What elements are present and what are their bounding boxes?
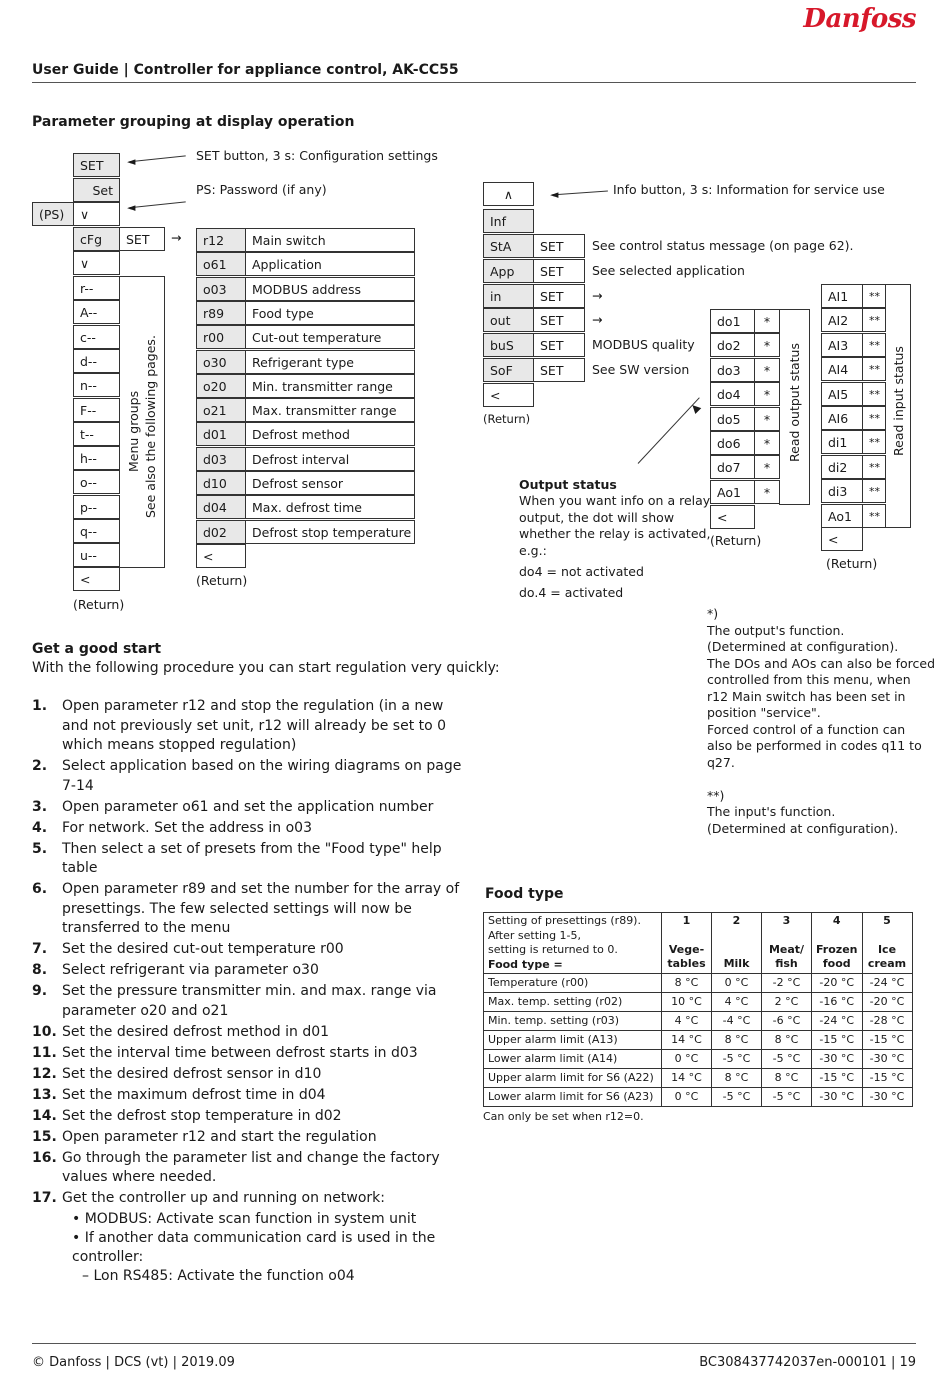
step-number: 13. — [32, 1086, 57, 1103]
step-text: Open parameter o61 and set the application number — [62, 798, 434, 815]
food-type-number: 1 — [682, 914, 691, 927]
step-number: 2. — [32, 758, 48, 774]
input-mark: ** — [862, 504, 886, 528]
food-row-value: -30 °C — [812, 1050, 863, 1069]
footnote-line: position "service". — [707, 705, 821, 720]
cfg-code: o30 — [196, 350, 246, 374]
food-type-column-header — [712, 913, 762, 974]
ps-note-pointer — [132, 201, 186, 208]
footnote-line: *) — [707, 606, 719, 621]
info-up-box: ∧ — [483, 182, 534, 206]
info-code: SoF — [483, 358, 534, 382]
step-text: Set the desired cut-out temperature r00 — [62, 941, 344, 957]
cfg-code: d04 — [196, 495, 246, 519]
cfg-code: o21 — [196, 398, 246, 422]
header-line: After setting 1-5, — [488, 928, 582, 942]
footnote-line: (Determined at configuration). — [707, 820, 899, 836]
step-number: 16. — [32, 1149, 57, 1166]
food-row-label: Temperature (r00) — [484, 974, 662, 993]
read-output-status-label: Read output status — [787, 343, 802, 462]
menu-groups-label: Menu groups — [126, 390, 141, 472]
footnote-line: controlled from this menu, when — [707, 672, 911, 687]
cfg-code: r00 — [196, 325, 246, 349]
cfg-code: d10 — [196, 471, 246, 495]
input-item: di3 — [821, 479, 863, 503]
step-text: Select application based on the wiring diagrams on page 7-14 — [62, 758, 462, 794]
cfg-code: o03 — [196, 277, 246, 301]
input-item: AI3 — [821, 333, 863, 357]
step-number: 17. — [32, 1190, 57, 1206]
procedure-step — [32, 940, 472, 960]
arrow-right-icon: → — [171, 230, 182, 245]
output-mark: * — [754, 309, 780, 333]
header-line: setting is returned to 0. — [488, 943, 618, 956]
footnote-line: The output's function. — [707, 622, 845, 638]
food-type-name-1: Meat/ — [768, 942, 805, 956]
output-item: do5 — [710, 407, 755, 431]
output-status-example-1: do4 = not activated — [519, 564, 644, 579]
cfg-code: r12 — [196, 228, 246, 252]
food-table-row — [484, 1088, 913, 1107]
menu-cfg-set-box: SET — [119, 227, 165, 251]
output-mark: * — [754, 333, 780, 357]
food-row-label: Upper alarm limit for S6 (A22) — [484, 1069, 662, 1088]
food-type-title: Food type — [485, 886, 564, 902]
procedure-substeps — [32, 1210, 472, 1286]
cfg-return-label: (Return) — [196, 573, 248, 588]
menu-groups-see-also: See also the following pages. — [143, 335, 158, 518]
input-mark: ** — [862, 382, 886, 406]
arrow-left-icon: ◄ — [550, 188, 559, 201]
food-row-value: -30 °C — [862, 1050, 912, 1069]
step-number: 8. — [32, 962, 48, 978]
step-number: 14. — [32, 1107, 57, 1124]
procedure-step — [32, 1065, 472, 1085]
info-desc: See SW version — [592, 362, 690, 377]
output-return-label: (Return) — [710, 533, 762, 548]
food-row-label: Upper alarm limit (A13) — [484, 1031, 662, 1050]
food-type-name-2: tables — [667, 957, 706, 970]
food-table-row — [484, 1031, 913, 1050]
cfg-label: Food type — [245, 301, 415, 325]
food-row-value: -15 °C — [812, 1031, 863, 1050]
info-inf-box: Inf — [483, 209, 534, 233]
food-type-column-header — [662, 913, 712, 974]
input-mark: ** — [862, 455, 886, 479]
menu-group-item: h-- — [73, 446, 120, 470]
food-row-value: 0 °C — [662, 1050, 712, 1069]
step-number: 4. — [32, 819, 48, 836]
footnote-line: The input's function. — [707, 804, 836, 819]
food-row-value: -5 °C — [712, 1050, 762, 1069]
food-row-value: -24 °C — [812, 1012, 863, 1031]
food-row-value: 4 °C — [662, 1012, 712, 1031]
food-row-value: -30 °C — [812, 1088, 863, 1107]
step-number: 15. — [32, 1128, 57, 1145]
output-back-box: < — [710, 505, 755, 529]
arrow-left-icon: ◄ — [127, 201, 136, 214]
food-table-row — [484, 993, 913, 1012]
food-row-value: 14 °C — [662, 1069, 712, 1088]
footnote-line: (Determined at configuration). — [707, 639, 899, 654]
info-set: SET — [533, 234, 585, 258]
menu-group-item: r-- — [73, 276, 120, 300]
procedure-step — [32, 840, 472, 879]
cfg-code: d01 — [196, 422, 246, 446]
document-title: User Guide | Controller for appliance control, AK-CC55 — [32, 62, 459, 78]
food-row-label: Max. temp. setting (r02) — [484, 993, 662, 1012]
set-note-pointer — [132, 155, 186, 162]
food-row-value: 0 °C — [662, 1088, 712, 1107]
header-bold-line: Food type = — [488, 957, 563, 971]
output-status-line: output, the dot will show — [519, 509, 675, 525]
info-set: SET — [533, 284, 585, 308]
cfg-label: Defrost method — [245, 422, 415, 446]
cfg-code: r89 — [196, 301, 246, 325]
food-table-header-row — [484, 913, 913, 974]
food-row-value: -6 °C — [762, 1012, 812, 1031]
footnote-line: Forced control of a function can — [707, 721, 906, 737]
food-row-value: 8 °C — [762, 1069, 812, 1088]
food-table-row — [484, 1050, 913, 1069]
food-type-name-2: fish — [775, 957, 798, 970]
step-number: 7. — [32, 941, 48, 957]
info-code: App — [483, 259, 534, 283]
output-mark: * — [754, 431, 780, 455]
output-item: do6 — [710, 431, 755, 455]
food-row-value: -15 °C — [862, 1031, 912, 1050]
menu-group-item: u-- — [73, 543, 120, 567]
food-table-row — [484, 1012, 913, 1031]
step-number: 6. — [32, 881, 48, 897]
procedure-step — [32, 798, 472, 818]
output-status-line: When you want info on a relay — [519, 493, 711, 508]
footnote-line: r12 Main switch has been set in — [707, 688, 906, 704]
input-item: AI4 — [821, 357, 863, 381]
info-code: out — [483, 308, 534, 332]
menu-return-label: (Return) — [73, 597, 125, 612]
cfg-label: Cut-out temperature — [245, 325, 415, 349]
menu-down-box-2: ∨ — [73, 251, 120, 275]
read-input-status-label: Read input status — [891, 346, 906, 456]
cfg-label: Main switch — [245, 228, 415, 252]
output-item: do1 — [710, 309, 755, 333]
footnote-line: q27. — [707, 754, 735, 770]
menu-group-item: t-- — [73, 422, 120, 446]
menu-group-item: c-- — [73, 325, 120, 349]
info-code: in — [483, 284, 534, 308]
cfg-label: Defrost interval — [245, 447, 415, 471]
food-type-name-1: Vege- — [668, 942, 705, 956]
input-mark: ** — [862, 430, 886, 454]
step-number: 3. — [32, 798, 48, 815]
food-row-value: 10 °C — [662, 993, 712, 1012]
info-desc: MODBUS quality — [592, 337, 695, 353]
food-type-number: 5 — [883, 914, 891, 927]
info-set: SET — [533, 308, 585, 332]
arrow-up-right-icon: ▲ — [687, 400, 703, 416]
section-title: Parameter grouping at display operation — [32, 114, 355, 130]
procedure-step — [32, 1086, 472, 1106]
cfg-code: o20 — [196, 374, 246, 398]
footer-rule — [32, 1343, 916, 1344]
substep-item: • If another data communication card is used in the controller: — [72, 1230, 436, 1265]
procedure-steps — [32, 697, 472, 1286]
step-number: 10. — [32, 1023, 57, 1040]
food-table-row — [484, 974, 913, 993]
input-mark: ** — [862, 479, 886, 503]
input-mark: ** — [862, 357, 886, 381]
step-text: Set the desired defrost sensor in d10 — [62, 1065, 322, 1082]
menu-down-box: ∨ — [73, 202, 120, 226]
procedure-step — [32, 880, 472, 939]
menu-ps-box: (PS) — [32, 202, 74, 226]
step-text: For network. Set the address in o03 — [62, 819, 312, 836]
step-number: 9. — [32, 983, 48, 999]
header-line: Setting of presettings (r89). — [488, 914, 641, 927]
step-number: 11. — [32, 1044, 57, 1061]
food-type-column-header — [812, 913, 863, 974]
food-type-note: Can only be set when r12=0. — [483, 1110, 644, 1123]
step-number: 12. — [32, 1065, 57, 1082]
info-set: SET — [533, 259, 585, 283]
menu-group-item: A-- — [73, 300, 120, 324]
procedure-step — [32, 961, 472, 981]
food-row-value: 8 °C — [662, 974, 712, 993]
step-text: Open parameter r12 and start the regulation — [62, 1128, 377, 1145]
input-item: AI1 — [821, 284, 863, 308]
info-set: SET — [533, 333, 585, 357]
menu-set-lower-box: Set — [73, 178, 120, 202]
food-type-table — [483, 912, 913, 1107]
cfg-label: Application — [245, 252, 415, 276]
output-item: do2 — [710, 333, 755, 357]
info-return-label: (Return) — [483, 412, 531, 426]
cfg-code: o61 — [196, 252, 246, 276]
procedure-step — [32, 1128, 472, 1148]
step-text: Set the maximum defrost time in d04 — [62, 1086, 326, 1103]
cfg-label: Defrost sensor — [245, 471, 415, 495]
footnote-line: also be performed in codes q11 to — [707, 738, 922, 753]
menu-group-item: d-- — [73, 349, 120, 373]
food-row-value: -15 °C — [812, 1069, 863, 1088]
cfg-label: Max. defrost time — [245, 495, 415, 519]
info-desc: → — [592, 312, 603, 328]
output-status-title: Output status — [519, 477, 617, 492]
food-row-value: 2 °C — [762, 993, 812, 1012]
step-number: 1. — [32, 698, 48, 714]
step-text: Set the interval time between defrost starts in d03 — [62, 1044, 418, 1061]
info-note-pointer — [558, 191, 608, 195]
menu-set-box: SET — [73, 153, 120, 177]
info-button-note: Info button, 3 s: Information for service use — [613, 182, 885, 197]
step-text: Set the pressure transmitter min. and max. range via parameter o20 and o21 — [62, 983, 437, 1019]
food-type-column-header — [862, 913, 912, 974]
menu-group-item: F-- — [73, 398, 120, 422]
input-item: AI2 — [821, 308, 863, 332]
input-return-label: (Return) — [826, 556, 878, 571]
food-row-value: -4 °C — [712, 1012, 762, 1031]
food-row-value: -5 °C — [712, 1088, 762, 1107]
procedure-step — [32, 697, 472, 756]
substep-item: – Lon RS485: Activate the function o04 — [82, 1268, 355, 1284]
output-item: do3 — [710, 358, 755, 382]
output-status-line: whether the relay is activated, — [519, 526, 711, 541]
food-row-value: -15 °C — [862, 1069, 912, 1088]
food-type-number: 4 — [832, 914, 841, 927]
food-row-label: Lower alarm limit (A14) — [484, 1050, 662, 1069]
output-mark: * — [754, 407, 780, 431]
menu-cfg-box: cFg — [73, 227, 120, 251]
input-item: di2 — [821, 455, 863, 479]
food-row-value: 8 °C — [712, 1031, 762, 1050]
info-code: StA — [483, 234, 534, 258]
step-text: Then select a set of presets from the "Food type" help table — [62, 840, 442, 876]
procedure-step — [32, 819, 472, 839]
food-row-value: -30 °C — [862, 1088, 912, 1107]
input-mark: ** — [862, 406, 886, 430]
output-item: Ao1 — [710, 480, 755, 504]
procedure-step — [32, 1023, 472, 1043]
input-mark: ** — [862, 333, 886, 357]
cfg-label: Refrigerant type — [245, 350, 415, 374]
procedure-step — [32, 1189, 472, 1209]
food-type-number: 3 — [782, 914, 791, 927]
info-desc: → — [592, 287, 603, 303]
food-row-value: 4 °C — [712, 993, 762, 1012]
set-button-note: SET button, 3 s: Configuration settings — [196, 148, 438, 163]
output-mark: * — [754, 480, 780, 504]
cfg-back-box: < — [196, 544, 246, 568]
menu-group-item: n-- — [73, 373, 120, 397]
output-mark: * — [754, 455, 780, 479]
danfoss-logo: Danfoss — [803, 4, 916, 34]
food-type-name-2: cream — [867, 957, 907, 970]
output-status-line: e.g.: — [519, 542, 547, 558]
cfg-label: Defrost stop temperature — [245, 520, 415, 544]
cfg-code: d02 — [196, 520, 246, 544]
food-row-value: -16 °C — [812, 993, 863, 1012]
info-desc: See selected application — [592, 262, 745, 278]
input-item: Ao1 — [821, 504, 863, 528]
step-number: 5. — [32, 840, 48, 857]
input-mark: ** — [862, 308, 886, 332]
food-table-header-cell — [484, 913, 662, 974]
food-type-number: 2 — [732, 914, 741, 927]
header-rule — [32, 82, 916, 83]
info-set: SET — [533, 358, 585, 382]
procedure-step — [32, 757, 472, 796]
footer-left: © Danfoss | DCS (vt) | 2019.09 — [32, 1355, 235, 1370]
input-back-box: < — [821, 527, 863, 551]
food-type-name-2: Milk — [723, 957, 750, 970]
info-desc: See control status message (on page 62). — [592, 238, 854, 253]
food-table-row — [484, 1069, 913, 1088]
good-start-intro: With the following procedure you can start regulation very quickly: — [32, 660, 500, 676]
output-status-example-2: do.4 = activated — [519, 585, 624, 600]
menu-group-item: q-- — [73, 519, 120, 543]
step-text: Set the defrost stop temperature in d02 — [62, 1107, 342, 1124]
input-item: di1 — [821, 430, 863, 454]
output-mark: * — [754, 358, 780, 382]
cfg-label: Min. transmitter range — [245, 374, 415, 398]
food-row-label: Lower alarm limit for S6 (A23) — [484, 1088, 662, 1107]
step-text: Go through the parameter list and change the factory values where needed. — [62, 1149, 440, 1185]
food-row-value: -20 °C — [862, 993, 912, 1012]
menu-back-box: < — [73, 567, 120, 591]
output-item: do4 — [710, 382, 755, 406]
input-item: AI6 — [821, 406, 863, 430]
procedure-step — [32, 1107, 472, 1127]
procedure-step — [32, 1044, 472, 1064]
food-type-column-header — [762, 913, 812, 974]
food-row-value: -28 °C — [862, 1012, 912, 1031]
footnote-line: The DOs and AOs can also be forced — [707, 655, 936, 671]
step-text: Set the desired defrost method in d01 — [62, 1023, 330, 1040]
menu-group-item: o-- — [73, 470, 120, 494]
step-text: Open parameter r12 and stop the regulation (in a new and not previously set unit, r12 will already be set to 0 which means stopped regulation) — [62, 698, 447, 753]
food-type-name-1: Frozen — [816, 942, 858, 956]
food-row-value: -20 °C — [812, 974, 863, 993]
step-text: Get the controller up and running on network: — [62, 1190, 385, 1206]
output-item: do7 — [710, 455, 755, 479]
food-row-value: 8 °C — [712, 1069, 762, 1088]
food-row-value: -2 °C — [762, 974, 812, 993]
cfg-label: Max. transmitter range — [245, 398, 415, 422]
food-row-value: 8 °C — [762, 1031, 812, 1050]
cfg-code: d03 — [196, 447, 246, 471]
procedure-step — [32, 1149, 472, 1188]
procedure-step — [32, 982, 472, 1021]
food-row-value: -5 °C — [762, 1050, 812, 1069]
input-mark: ** — [862, 284, 886, 308]
food-row-value: -24 °C — [862, 974, 912, 993]
footnote-line: **) — [707, 787, 725, 803]
food-type-name-1 — [716, 943, 757, 958]
step-text: Select refrigerant via parameter o30 — [62, 962, 319, 978]
cfg-label: MODBUS address — [245, 277, 415, 301]
info-code: buS — [483, 333, 534, 357]
footer-right: BC308437742037en-000101 | 19 — [699, 1355, 916, 1370]
good-start-title: Get a good start — [32, 641, 162, 657]
food-row-label: Min. temp. setting (r03) — [484, 1012, 662, 1031]
substep-item: • MODBUS: Activate scan function in system unit — [72, 1211, 417, 1227]
input-item: AI5 — [821, 382, 863, 406]
food-type-name-2: food — [822, 957, 851, 970]
output-mark: * — [754, 382, 780, 406]
food-row-value: 14 °C — [662, 1031, 712, 1050]
food-row-value: 0 °C — [712, 974, 762, 993]
info-back-box: < — [483, 383, 534, 407]
food-type-name-1: Ice — [877, 942, 897, 956]
password-note: PS: Password (if any) — [196, 182, 327, 197]
menu-group-item: p-- — [73, 495, 120, 519]
arrow-left-icon: ◄ — [127, 155, 136, 168]
food-row-value: -5 °C — [762, 1088, 812, 1107]
step-text: Open parameter r89 and set the number for the array of presettings. The few selected settings will now be transferred to the menu — [62, 881, 460, 936]
